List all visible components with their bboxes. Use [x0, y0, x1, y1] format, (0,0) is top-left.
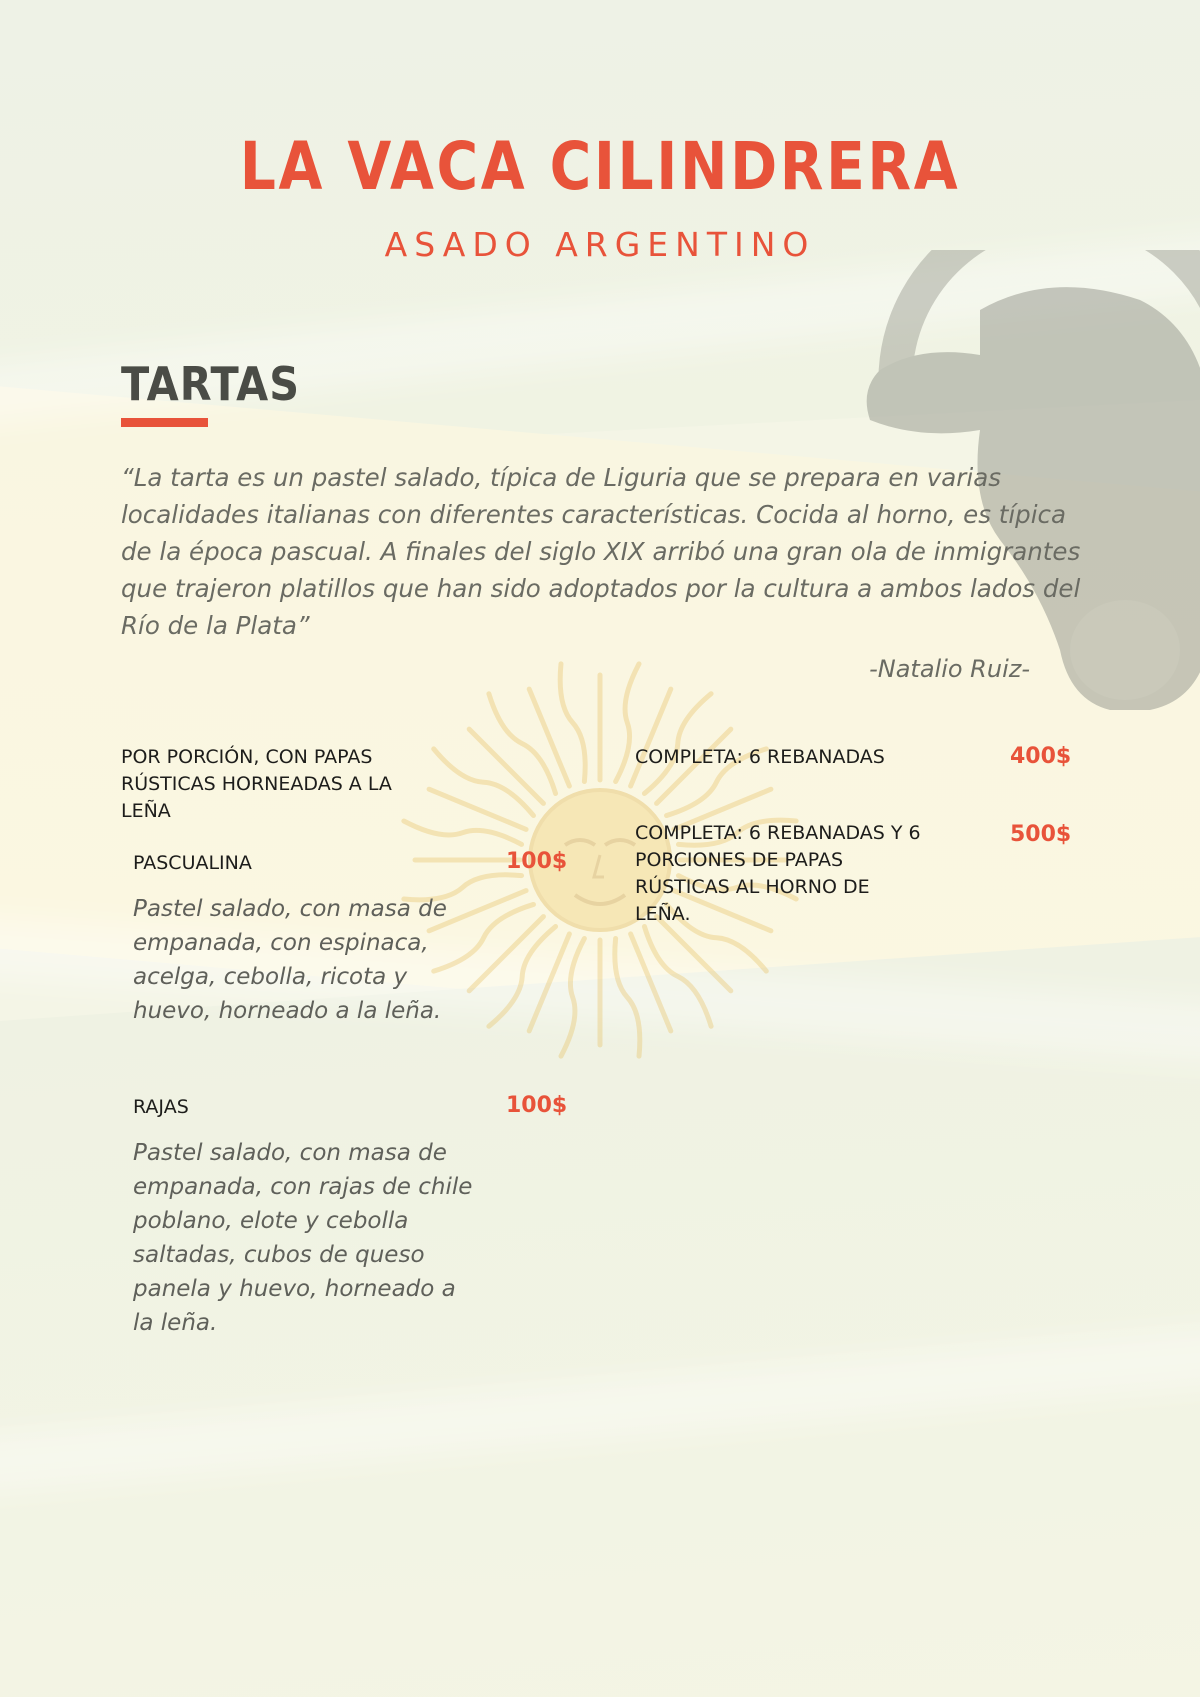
menu-item-price: 100$: [506, 1093, 568, 1118]
menu-item-price: 100$: [506, 849, 568, 874]
menu-item-price: 500$: [1010, 822, 1072, 847]
left-column-heading: POR PORCIÓN, CON PAPAS RÚSTICAS HORNEADAS A LA LEÑA: [121, 746, 392, 822]
menu-item-price: 400$: [1010, 744, 1072, 769]
section-title: TARTAS: [121, 357, 300, 411]
section-quote: “La tarta es un pastel salado, típica de Liguria que se prepara en varias localidades italianas con diferentes características. Cocida al horno, es típica de la época pascual. A finales del siglo XIX arribó una gran ola de inmigrantes que trajeron platillos que han sido adoptados por la cultura a ambos lados del Río de la Plata”: [121, 463, 1081, 640]
quote-author: -Natalio Ruiz-: [869, 655, 1030, 683]
menu-item-name: COMPLETA: 6 REBANADAS Y 6 PORCIONES DE PAPAS RÚSTICAS AL HORNO DE LEÑA.: [635, 822, 921, 925]
menu-item-description: Pastel salado, con masa de empanada, con espinaca, acelga, cebolla, ricota y huevo, horneado a la leña.: [133, 896, 447, 1024]
menu-item-name: RAJAS: [133, 1096, 189, 1118]
restaurant-tagline: ASADO ARGENTINO: [384, 225, 816, 264]
menu-item-name: COMPLETA: 6 REBANADAS: [635, 746, 885, 768]
menu-item-name: PASCUALINA: [133, 852, 252, 874]
restaurant-name: LA VACA CILINDRERA: [239, 128, 961, 205]
menu-item-description: Pastel salado, con masa de empanada, con rajas de chile poblano, elote y cebolla saltadas, cubos de queso panela y huevo, horneado a la leña.: [133, 1140, 473, 1336]
section-underline: [121, 418, 208, 427]
